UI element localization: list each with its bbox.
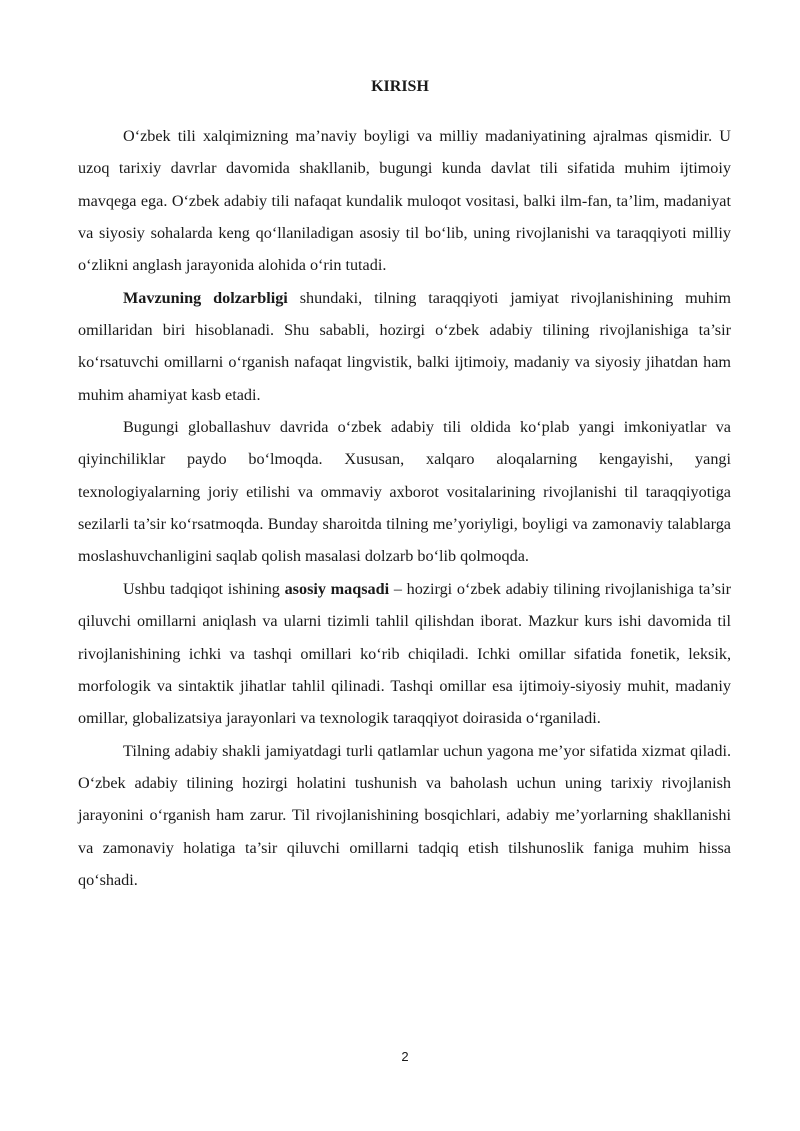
paragraph-2 [78,282,731,411]
paragraph-5 [78,735,731,897]
paragraph-2-text: shundaki, tilning taraqqiyoti jamiyat rivojlanishining muhim omillaridan biri hisoblanadi. Shu sababli, hozirgi o‘zbek adabiy tilining rivojlanishiga ta’sir ko‘rsatuvchi omillarni o‘rganish nafaqat lingvistik, balki ijtimoiy, madaniy va siyosiy jihatdan ham muhim ahamiyat kasb etadi. [78,288,731,404]
paragraph-2-bold-term: Mavzuning dolzarbligi [123,288,288,307]
paragraph-4-lead: Ushbu tadqiqot ishining [123,579,285,598]
paragraph-1-text: O‘zbek tili xalqimizning ma’naviy boyligi va milliy madaniyatining ajralmas qismidir. U uzoq tarixiy davrlar davomida shakllanib, bugungi kunda davlat tili sifatida muhim ijtimoiy mavqega ega. O‘zbek adabiy tili nafaqat kundalik muloqot vositasi, balki ilm-fan, ta’lim, madaniyat va siyosiy sohalarda keng qo‘llaniladigan asosiy til bo‘lib, uning rivojlanishi va taraqqiyoti milliy o‘zlikni anglash jarayonida alohida o‘rin tutadi. [78,127,731,275]
page-number: 2 [401,1049,409,1064]
section-heading: KIRISH [371,78,429,95]
paragraph-4-text: – hozirgi o‘zbek adabiy tilining rivojlanishiga ta’sir qiluvchi omillarni aniqlash va ularni tizimli tahlil qilishdan iborat. Mazkur kurs ishi davomida til rivojlanishining ichki va tashqi omillari ko‘rib chiqiladi. Ichki omillar sifatida fonetik, leksik, morfologik va sintaktik jihatlar tahlil qilinadi. Tashqi omillar esa ijtimoiy-siyosiy muhit, madaniy omillar, globalizatsiya jarayonlari va texnologik taraqqiyot doirasida o‘rganiladi. [78,579,731,728]
paragraph-5-text: Tilning adabiy shakli jamiyatdagi turli qatlamlar uchun yagona me’yor sifatida xizmat qiladi. O‘zbek adabiy tilining hozirgi holatini tushunish va baholash uchun uning tarixiy rivojlanish jarayonini o‘rganish ham zarur. Til rivojlanishining bosqichlari, adabiy me’yorlarning shakllanishi va zamonaviy holatiga ta’sir qiluvchi omillarni tadqiq etish tilshunoslik faniga muhim hissa qo‘shadi. [78,741,731,889]
paragraph-4 [78,573,731,735]
paragraph-1 [78,120,731,282]
body-text [78,120,731,896]
paragraph-4-bold-term: asosiy maqsadi [284,579,390,598]
paragraph-3-text: Bugungi globallashuv davrida o‘zbek adabiy tili oldida ko‘plab yangi imkoniyatlar va qiyinchiliklar paydo bo‘lmoqda. Xususan, xalqaro aloqalarning kengayishi, yangi texnologiyalarning joriy etilishi va ommaviy axborot vositalarining rivojlanishi til taraqqiyotiga sezilarli ta’sir ko‘rsatmoqda. Bunday sharoitda tilning me’yoriyligi, boyligi va zamonaviy talablarga moslashuvchanligini saqlab qolish masalasi dolzarb bo‘lib qolmoqda. [78,418,731,566]
paragraph-3 [78,411,731,573]
